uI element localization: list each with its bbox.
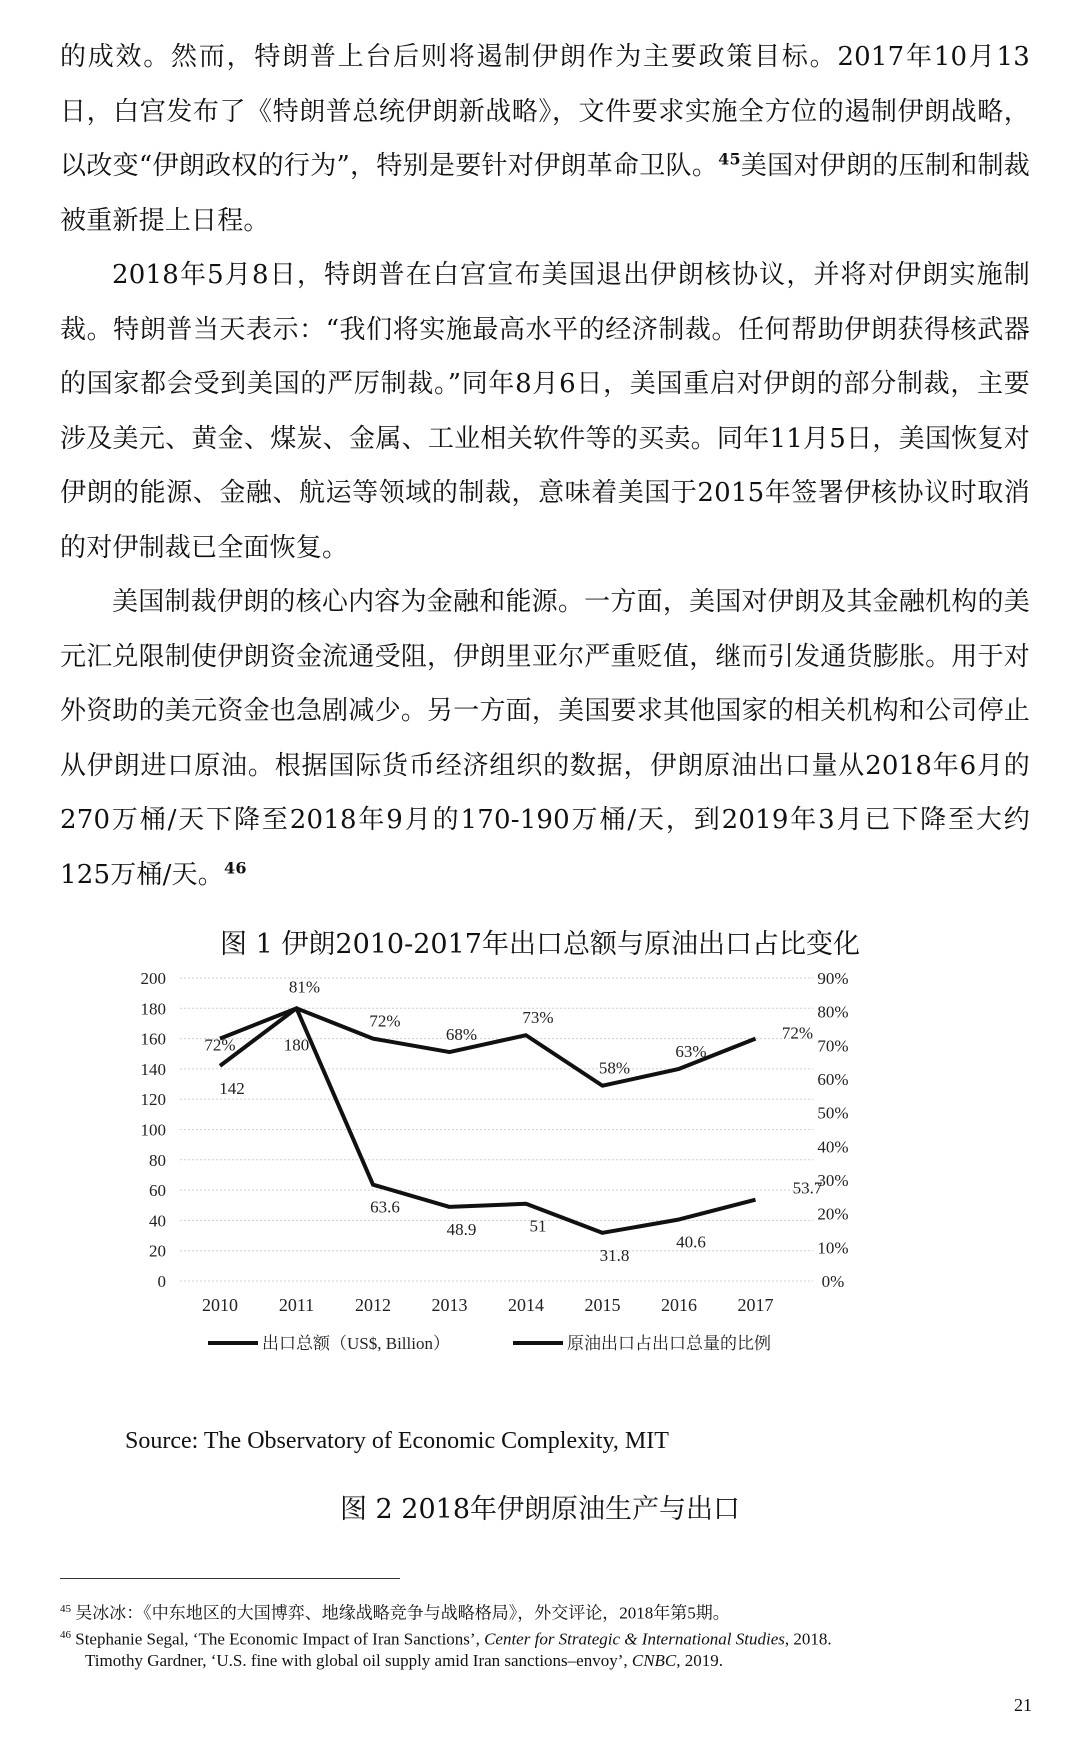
data-label: 31.8 — [599, 1245, 630, 1265]
data-label: 72% — [781, 1023, 814, 1043]
footnote-46-text-a: Stephanie Segal, ‘The Economic Impact of Iran Sanctions’, — [75, 1629, 485, 1649]
chart-legend — [208, 1334, 771, 1353]
right-tick-label: 20% — [817, 1204, 849, 1224]
footnote-46-end-a: , 2018. — [784, 1629, 832, 1649]
x-axis-ticks — [202, 1295, 774, 1315]
x-tick-label: 2015 — [584, 1295, 621, 1315]
footnote-45 — [60, 1597, 1050, 1626]
footnote-ref-45[interactable]: 45 — [718, 149, 741, 169]
figure-1-chart — [128, 968, 958, 1398]
left-tick-label: 60 — [149, 1181, 166, 1201]
left-tick-label: 120 — [140, 1090, 166, 1110]
right-tick-label: 40% — [817, 1137, 849, 1157]
left-tick-label: 140 — [140, 1059, 166, 1079]
data-label: 73% — [522, 1008, 554, 1028]
paragraph-3 — [60, 575, 1030, 902]
data-label: 63.6 — [370, 1197, 400, 1217]
x-tick-label: 2010 — [202, 1295, 238, 1315]
data-labels — [204, 977, 822, 1265]
left-tick-label: 100 — [140, 1120, 166, 1140]
left-tick-label: 20 — [149, 1241, 166, 1261]
x-tick-label: 2011 — [278, 1295, 315, 1315]
data-label: 142 — [219, 1078, 245, 1098]
left-tick-label: 160 — [140, 1029, 166, 1049]
data-label: 72% — [369, 1011, 401, 1031]
data-label: 51 — [529, 1216, 547, 1236]
figure-2-title: 图 2 2018年伊朗原油生产与出口 — [339, 1494, 741, 1525]
x-tick-label: 2013 — [431, 1295, 468, 1315]
data-label: 68% — [445, 1025, 478, 1045]
footnote-46-line-2 — [85, 1648, 1075, 1673]
right-tick-label: 50% — [817, 1103, 849, 1123]
footnote-ref-46[interactable]: 46 — [224, 857, 247, 877]
data-label: 53.7 — [792, 1178, 823, 1198]
paragraph-1 — [60, 30, 1030, 248]
page-number: 21 — [1014, 1695, 1032, 1715]
left-tick-label: 0 — [157, 1272, 166, 1291]
footnote-46-end-b: , 2019. — [676, 1651, 724, 1670]
x-tick-label: 2017 — [737, 1295, 774, 1315]
paragraph-2 — [60, 248, 1030, 575]
paragraph-1-tail: 美国对伊朗的压制和制裁被重新提上日程。 — [60, 151, 1030, 236]
paragraph-2-text: 2018年5月8日，特朗普在白宫宣布美国退出伊朗核协议，并将对伊朗实施制裁。特朗普当天表示：“我们将实施最高水平的经济制裁。任何帮助伊朗获得核武器的国家都会受到美国的严厉制裁。”同年8月6日，美国重启对伊朗的部分制裁，主要涉及美元、黄金、煤炭、金属、工业相关软件等的买卖。同年11月5日，美国恢复对伊朗的能源、金融、航运等领域的制裁，意味着美国于2015年签署伊核协议时取消的对伊制裁已全面恢复。 — [60, 260, 1030, 563]
left-tick-label: 180 — [140, 999, 166, 1019]
chart-svg — [128, 968, 958, 1398]
x-tick-label: 2014 — [508, 1295, 544, 1315]
paragraph-3-text: 美国制裁伊朗的核心内容为金融和能源。一方面，美国对伊朗及其金融机构的美元汇兑限制使伊朗资金流通受阻，伊朗里亚尔严重贬值，继而引发通货膨胀。用于对外资助的美元资金也急剧减少。另一方面，美国要求其他国家的相关机构和公司停止从伊朗进口原油。根据国际货币经济组织的数据，伊朗原油出口量从2018年6月的270万桶/天下降至2018年9月的170-190万桶/天，到2019年3月已下降至大约125万桶/天。 — [60, 587, 1030, 890]
footnote-46-text-b: Timothy Gardner, ‘U.S. fine with global oil supply amid Iran sanctions–envoy’, — [85, 1651, 632, 1670]
left-axis-ticks — [141, 969, 167, 1291]
data-label: 63% — [675, 1041, 707, 1061]
data-label: 40.6 — [676, 1232, 706, 1252]
left-tick-label: 80 — [149, 1150, 166, 1170]
x-tick-label: 2016 — [661, 1295, 697, 1315]
right-tick-label: 10% — [817, 1238, 849, 1258]
footnote-divider — [60, 1578, 400, 1579]
data-label: 48.9 — [446, 1219, 477, 1239]
paragraph-1-text: 的成效。然而，特朗普上台后则将遏制伊朗作为主要政策目标。2017年10月13日，白宫发布了《特朗普总统伊朗新战略》，文件要求实施全方位的遏制伊朗战略，以改变“伊朗政权的行为”，特别是要针对伊朗革命卫队。 — [60, 42, 1030, 181]
data-label: 180 — [283, 1035, 310, 1055]
footnote-46-mark: 46 — [60, 1629, 71, 1641]
figure-1-title: 图 1 伊朗2010-2017年出口总额与原油出口占比变化 — [220, 929, 860, 960]
right-tick-label: 60% — [817, 1070, 849, 1089]
data-label: 81% — [288, 977, 321, 997]
right-tick-label: 80% — [817, 1002, 849, 1022]
footnote-45-text: 吴冰冰：《中东地区的大国博弈、地缘战略竞争与战略格局》，外交评论，2018年第5期。 — [75, 1603, 730, 1623]
right-tick-label: 90% — [817, 969, 849, 988]
legend-label: 原油出口占出口总量的比例 — [567, 1334, 771, 1353]
data-label: 72% — [204, 1035, 236, 1055]
left-tick-label: 200 — [140, 969, 166, 988]
right-tick-label: 70% — [817, 1036, 849, 1056]
right-tick-label: 30% — [817, 1171, 849, 1190]
footnote-46-source-b: CNBC — [631, 1651, 677, 1670]
legend-label: 出口总额（US$, Billion） — [262, 1334, 450, 1353]
left-tick-label: 40 — [149, 1211, 166, 1231]
footnote-45-mark: 45 — [60, 1603, 71, 1615]
x-tick-label: 2012 — [355, 1295, 391, 1315]
data-label: 58% — [598, 1058, 631, 1078]
right-axis-ticks — [817, 969, 848, 1291]
figure-source: Source: The Observatory of Economic Complexity, MIT — [125, 1428, 669, 1454]
footnote-46-source-a: Center for Strategic & International Studies — [484, 1629, 785, 1649]
right-tick-label: 0% — [821, 1272, 845, 1291]
